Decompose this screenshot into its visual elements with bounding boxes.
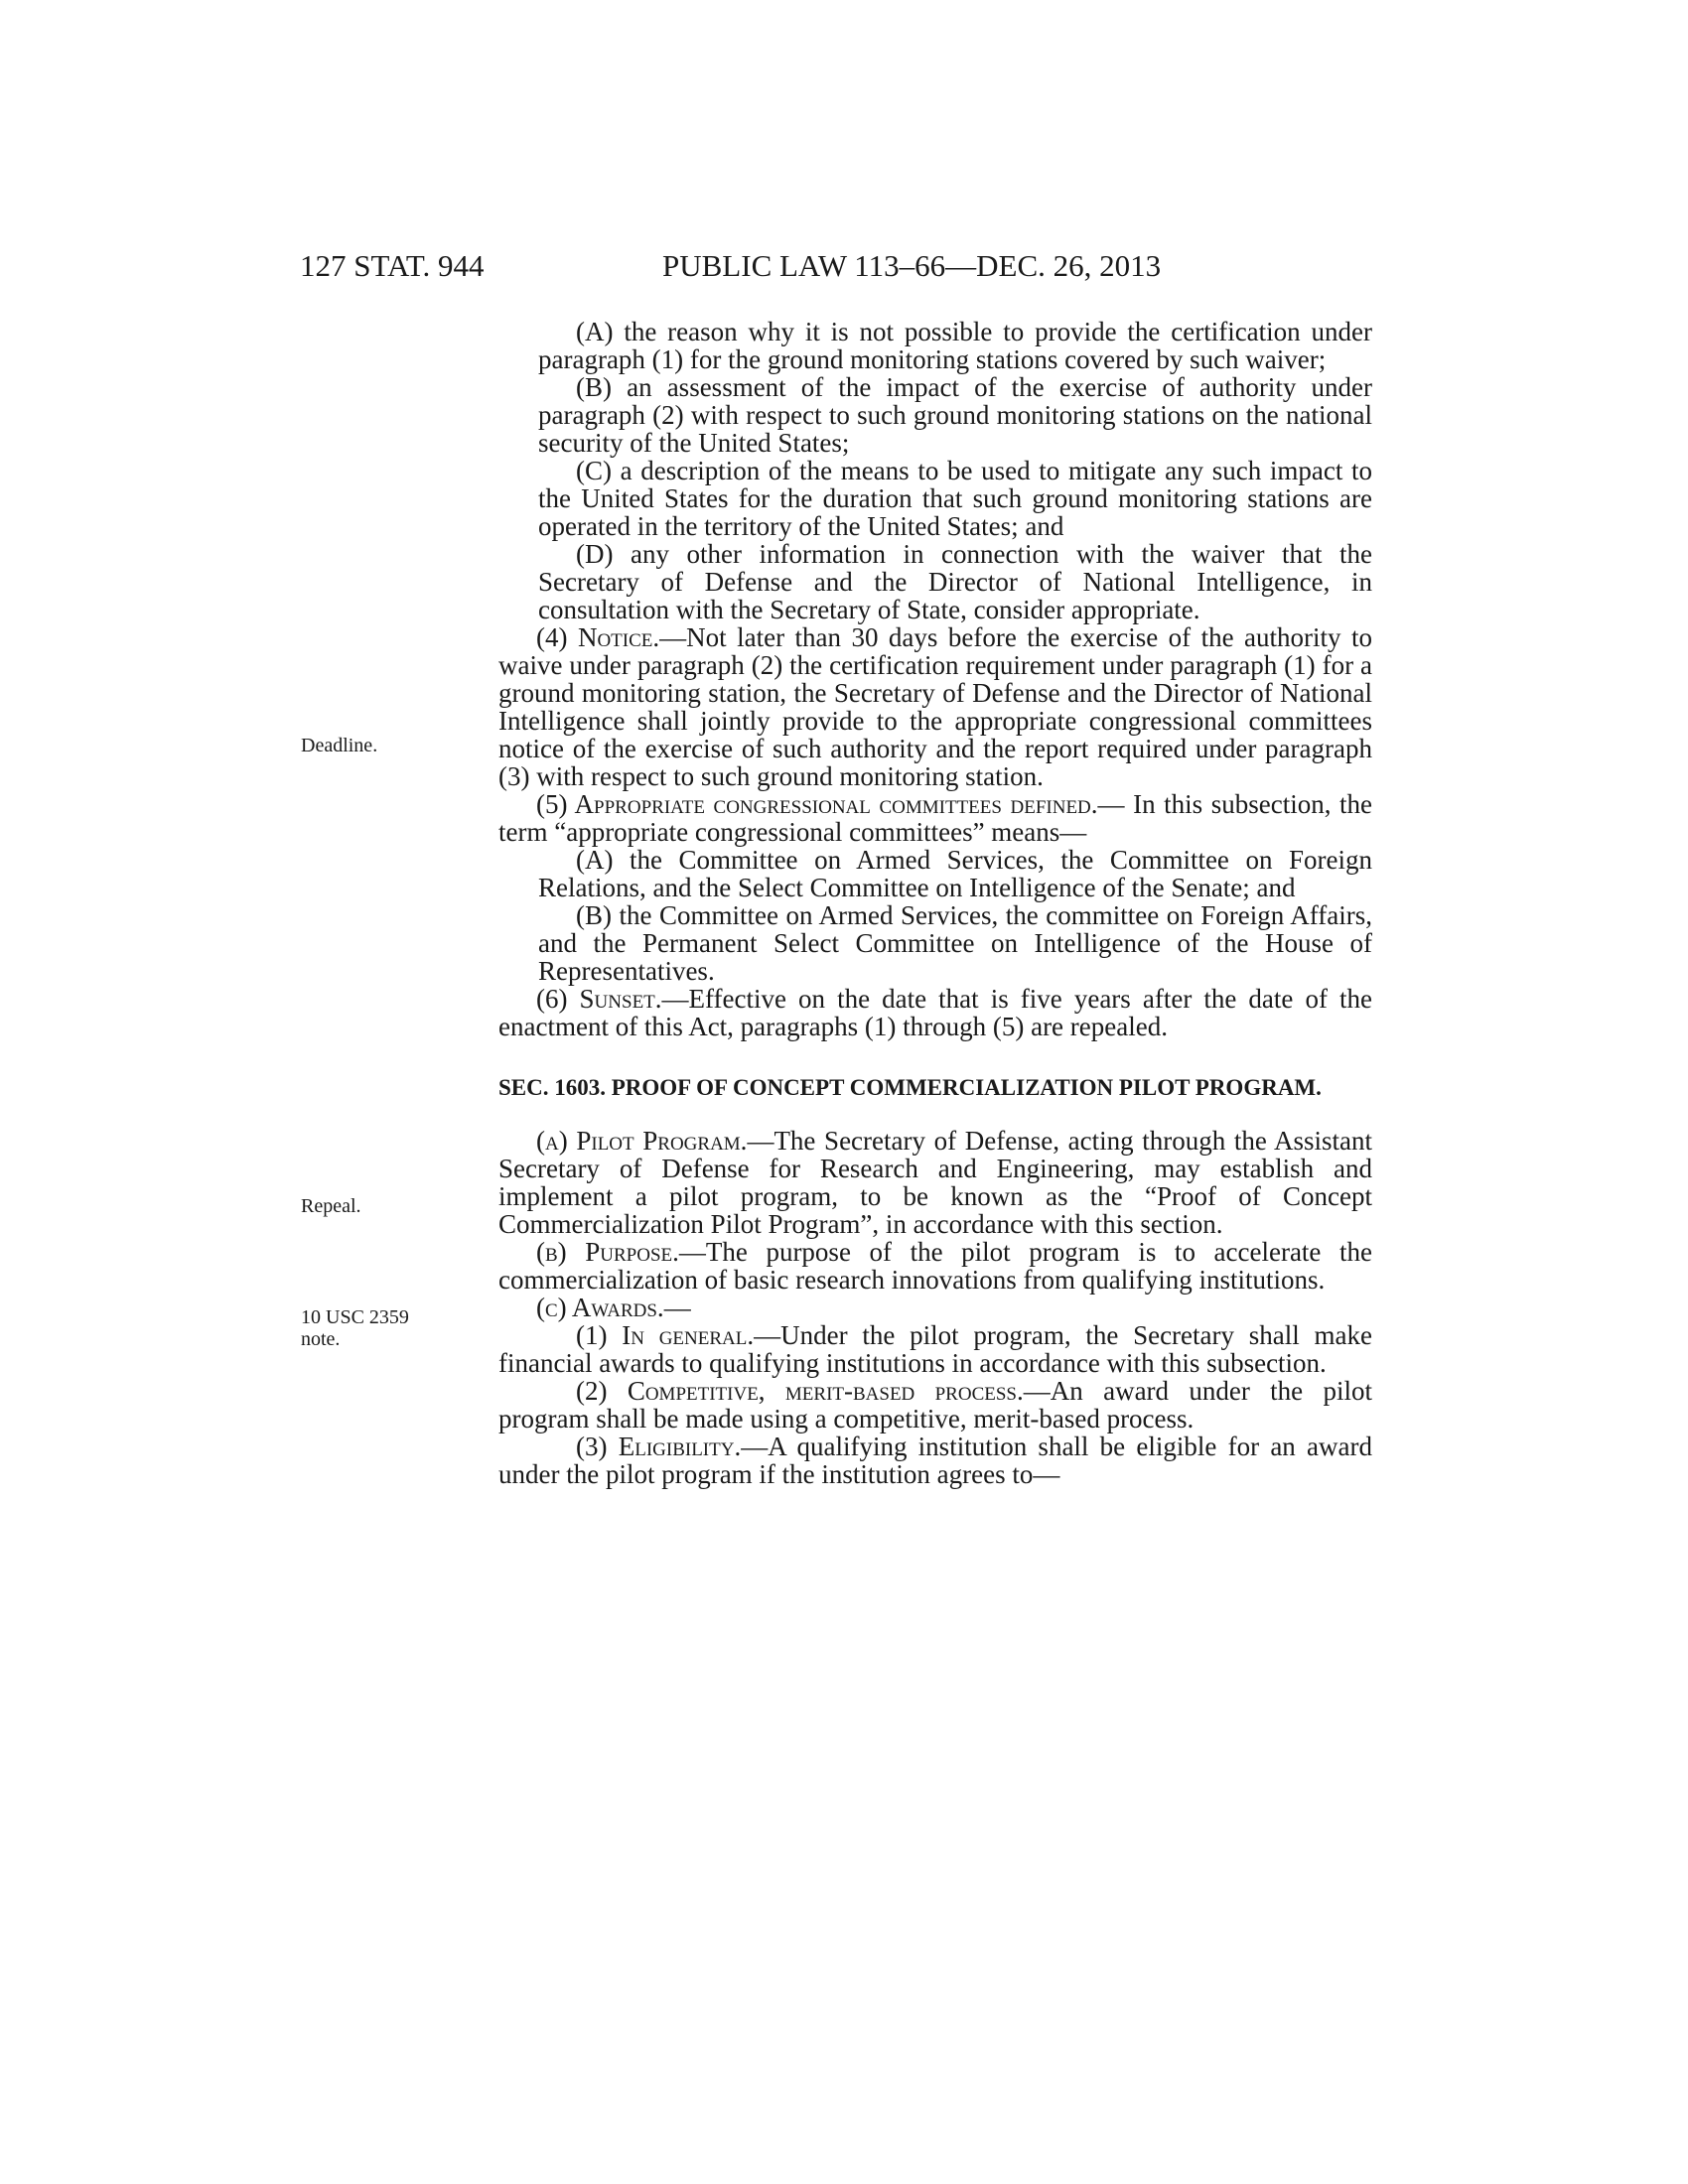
awards-paragraph-2-heading: (2) Competitive, merit-based process. — [576, 1376, 1024, 1406]
awards-paragraph-1 — [498, 1321, 1372, 1377]
running-header — [0, 248, 1688, 288]
awards-paragraph-1-heading: (1) In general. — [576, 1320, 755, 1350]
margin-note-usc — [301, 1306, 409, 1350]
margin-note-usc-note: note. — [301, 1328, 341, 1350]
paragraph-4-text: —Not later than 30 days before the exercise of the authority to waive under paragraph (2) the certification requirement under paragraph (1) for a ground monitoring station, the Secretary of Defense and the Director of National Intelligence shall jointly provide to the appropriate congressional committees notice of the exercise of such authority and the report required under paragraph (3) with respect to such ground monitoring station. — [498, 622, 1372, 791]
paragraph-6-sunset — [498, 985, 1372, 1040]
paragraph-5-committees — [498, 790, 1372, 846]
awards-paragraph-3-text: —A qualifying institution shall be eligible for an award under the pilot program if the institution agrees to— — [498, 1432, 1373, 1489]
subparagraph-d: (D) any other information in connection with the waiver that the Secretary of Defense and the Director of National Intelligence, in consultation with the Secretary of State, consider appropriate. — [538, 539, 1372, 624]
subsection-c-text: — — [663, 1293, 691, 1322]
margin-note-repeal: Repeal. — [301, 1195, 361, 1217]
margin-note-usc-citation: 10 USC 2359 — [301, 1306, 409, 1328]
subsection-b-heading: (b) Purpose. — [536, 1237, 679, 1267]
paragraph-5-text: — In this subsection, the term “appropriate congressional committees” means— — [498, 789, 1372, 847]
stat-page-number: 127 STAT. 944 — [300, 248, 485, 283]
subsection-c-awards — [498, 1294, 1372, 1321]
law-title: PUBLIC LAW 113–66—DEC. 26, 2013 — [662, 248, 1162, 283]
paragraph-4-heading: (4) Notice. — [536, 622, 660, 652]
awards-paragraph-3-heading: (3) Eligibility. — [576, 1432, 742, 1461]
awards-paragraph-3 — [498, 1433, 1372, 1488]
subparagraph-b: (B) an assessment of the impact of the exercise of authority under paragraph (2) with respect to such ground monitoring stations on the national security of the United States; — [538, 372, 1372, 458]
subparagraph-c: (C) a description of the means to be used to mitigate any such impact to the United States for the duration that such ground monitoring stations are operated in the territory of the United States; and — [538, 456, 1372, 541]
paragraph-5-a: (A) the Committee on Armed Services, the Committee on Foreign Relations, and the Select Committee on Intelligence of the Senate; and — [538, 845, 1372, 902]
section-heading: SEC. 1603. PROOF OF CONCEPT COMMERCIALIZATION PILOT PROGRAM. — [498, 1075, 1322, 1100]
subsection-b-text: —The purpose of the pilot program is to accelerate the commercialization of basic research innovations from qualifying institutions. — [498, 1237, 1372, 1295]
subsection-c-heading: (c) Awards. — [536, 1293, 664, 1322]
subsection-a-heading: (a) Pilot Program. — [536, 1126, 748, 1156]
paragraph-5-b: (B) the Committee on Armed Services, the committee on Foreign Affairs, and the Permanent Select Committee on Intelligence of the House of Representatives. — [538, 900, 1372, 986]
awards-paragraph-2-text: —An award under the pilot program shall be made using a competitive, merit-based process. — [498, 1376, 1373, 1433]
subsection-b-purpose — [498, 1238, 1372, 1294]
subsection-a-text: —The Secretary of Defense, acting through the Assistant Secretary of Defense for Research and Engineering, may establish and implement a pilot program, to be known as the “Proof of Concept Commercialization Pilot Program”, in accordance with this section. — [498, 1126, 1372, 1239]
paragraph-4-notice — [498, 623, 1372, 790]
subsection-a-pilot-program — [498, 1127, 1372, 1238]
paragraph-6-heading: (6) Sunset. — [536, 984, 662, 1014]
paragraph-5-heading: (5) Appropriate congressional committees defined. — [536, 789, 1098, 819]
awards-paragraph-2 — [498, 1377, 1372, 1433]
main-text-column — [498, 318, 1372, 1488]
subparagraph-a: (A) the reason why it is not possible to provide the certification under paragraph (1) for the ground monitoring stations covered by such waiver; — [538, 317, 1372, 374]
awards-paragraph-1-text: —Under the pilot program, the Secretary shall make financial awards to qualifying institutions in accordance with this subsection. — [498, 1320, 1372, 1378]
paragraph-6-text: —Effective on the date that is five years after the date of the enactment of this Act, paragraphs (1) through (5) are repealed. — [498, 984, 1372, 1041]
margin-note-deadline: Deadline. — [301, 735, 378, 756]
